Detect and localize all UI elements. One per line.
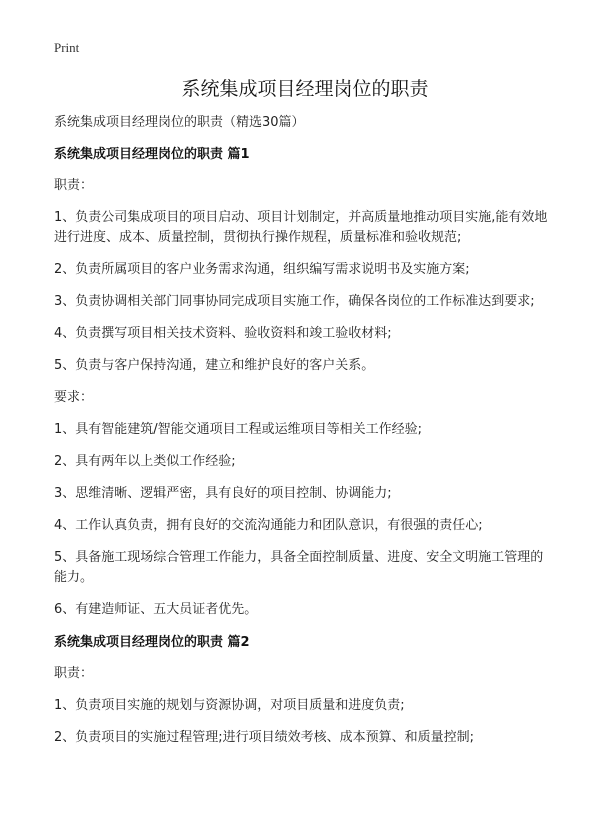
requirement-item: 5、具备施工现场综合管理工作能力，具备全面控制质量、进度、安全文明施工管理的能力。 xyxy=(54,550,544,585)
print-link[interactable]: Print xyxy=(54,40,80,55)
requirement-item: 4、工作认真负责，拥有良好的交流沟通能力和团队意识，有很强的责任心; xyxy=(54,518,483,533)
document-subtitle: 系统集成项目经理岗位的职责（精选30篇） xyxy=(54,115,305,130)
duties-label-1: 职责： xyxy=(54,178,94,193)
duty-item: 1、负责项目实施的规划与资源协调，对项目质量和进度负责; xyxy=(54,698,405,713)
duty-item: 5、负责与客户保持沟通，建立和维护良好的客户关系。 xyxy=(54,358,375,373)
section-heading-2: 系统集成项目经理岗位的职责 篇2 xyxy=(54,635,250,650)
requirement-item: 6、有建造师证、五大员证者优先。 xyxy=(54,602,258,617)
requirement-item: 3、思维清晰、逻辑严密，具有良好的项目控制、协调能力; xyxy=(54,486,392,501)
requirement-item: 1、具有智能建筑/智能交通项目工程或运维项目等相关工作经验; xyxy=(54,422,423,437)
requirements-label-1: 要求： xyxy=(54,390,94,405)
requirement-item: 2、具有两年以上类似工作经验; xyxy=(54,454,236,469)
duties-label-2: 职责： xyxy=(54,666,94,681)
duty-item: 2、负责所属项目的客户业务需求沟通，组织编写需求说明书及实施方案; xyxy=(54,262,470,277)
duty-item: 3、负责协调相关部门同事协同完成项目实施工作，确保各岗位的工作标准达到要求; xyxy=(54,294,535,309)
section-heading-1: 系统集成项目经理岗位的职责 篇1 xyxy=(54,147,250,162)
duty-item: 4、负责撰写项目相关技术资料、验收资料和竣工验收材料; xyxy=(54,326,392,341)
document-title: 系统集成项目经理岗位的职责 xyxy=(181,78,429,100)
duty-item: 2、负责项目的实施过程管理;进行项目绩效考核、成本预算、和质量控制; xyxy=(54,730,475,745)
duty-item: 1、负责公司集成项目的项目启动、项目计划制定，并高质量地推动项目实施,能有效地进行进度、成本、质量控制，贯彻执行操作规程，质量标准和验收规范; xyxy=(54,210,548,245)
